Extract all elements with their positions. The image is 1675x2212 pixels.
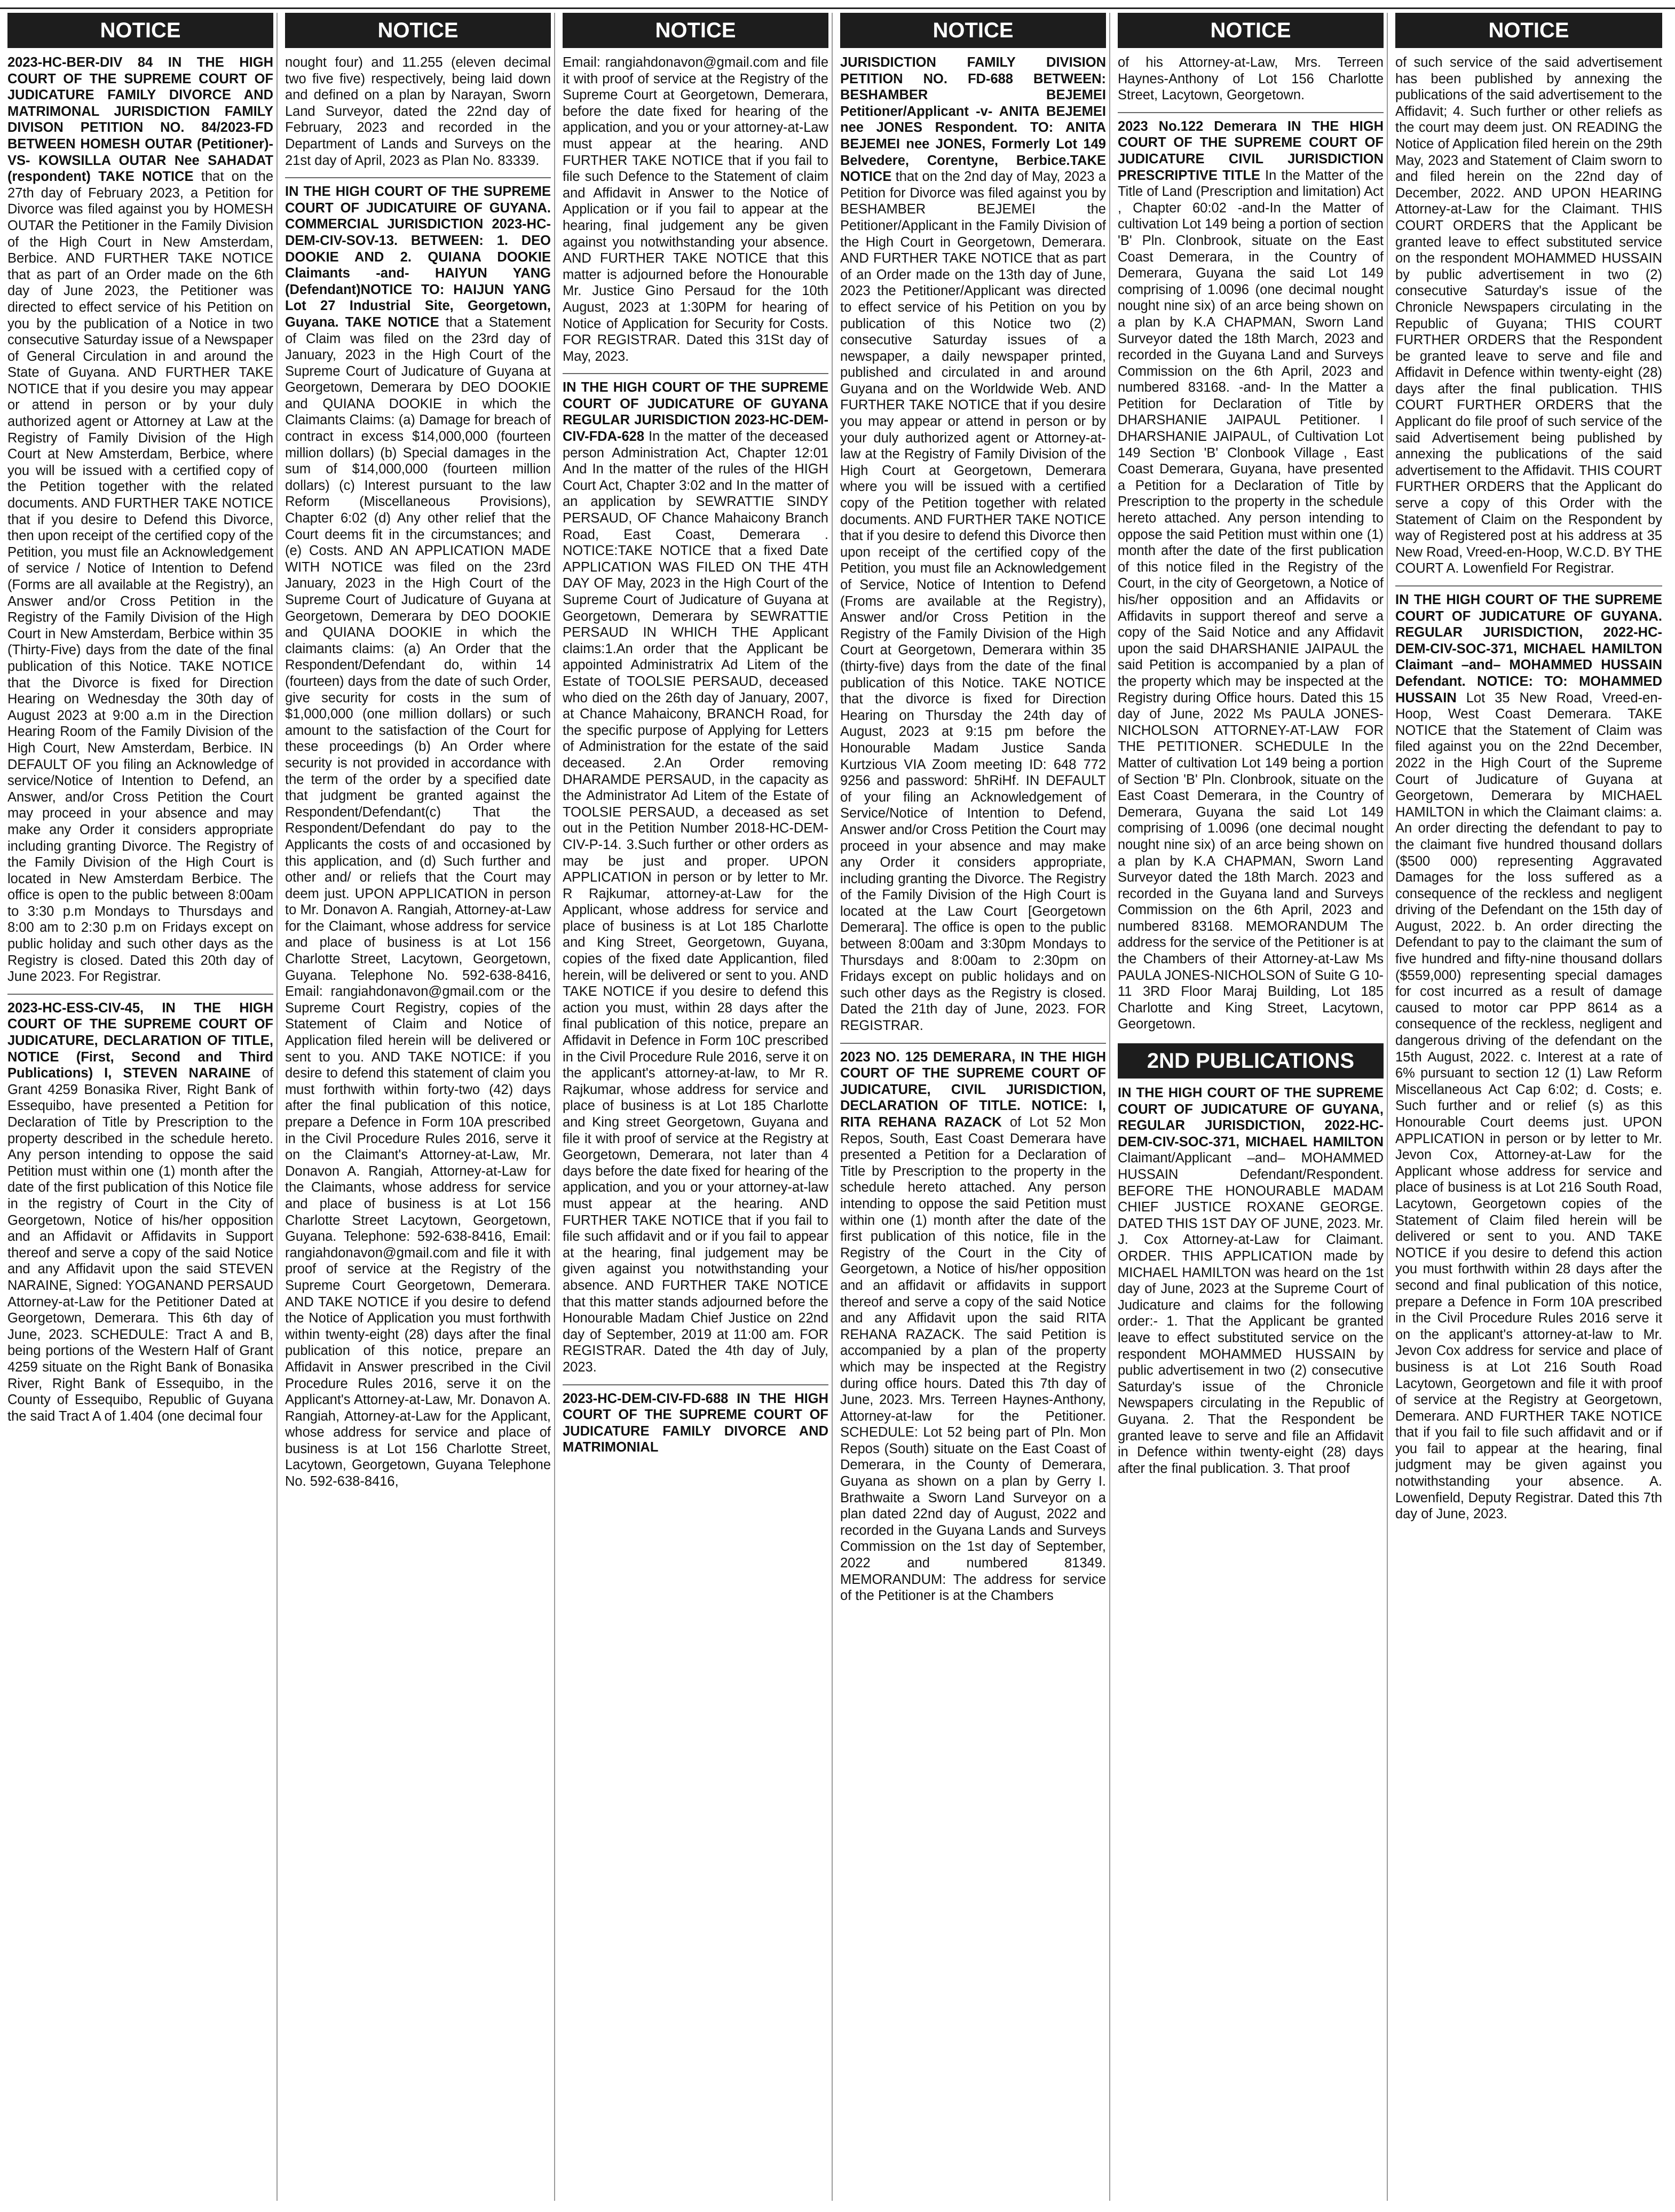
column-3: [563, 13, 833, 2201]
notice-title-naraine: [7, 1000, 273, 1424]
notice-divorce-outar: [7, 54, 273, 985]
column-header: NOTICE: [840, 13, 1106, 48]
notice-claim-hamilton: [1395, 592, 1662, 1523]
top-rule: [0, 0, 1675, 9]
divider: [563, 373, 828, 374]
notice-body: In the matter of the deceased person Administration Act, Chapter 12:01 And In the matter of the rules of the HIGH Court Act, Chapter 3:02 and In the matter of an application by SEWRATTIE SINDY PERSAUD, OF Chance Mahaicony Branch Road, East Coast, Demerara . NOTICE:TAKE NOTICE that a fixed Date APPLICATION WAS FILED ON THE 4TH DAY OF May, 2023 in the High Court of the Supreme Court of Judicature of Guyana at Georgetown, Demerara by SEWRATTIE PERSAUD IN WHICH THE Applicant claims:1.An order that the Applicant be appointed Administratrix Ad Litem of the Estate of TOOLSIE PERSAUD, deceased who died on the 26th day of January, 2007, at Chance Mahaicony, BRANCH Road, for the specific purpose of Applying for Letters of Administration for the estate of the said deceased. 2.An Order removing DHARAMDE PERSAUD, in the capacity as the Administrator Ad Litem of the Estate of TOOLSIE PERSAUD, a deceased as set out in the Petition Number 2018-HC-DEM-CIV-P-14. 3.Such further or other orders as may be just and proper. UPON APPLICATION in person or by letter to Mr. R Rajkumar, attorney-at-Law for the Applicant, whose address for service and place of business is at Lot 185 Charlotte and King Street, Georgetown, Guyana, copies of the fixed date Applicantion, filed herein, will be delivered or sent to you. AND TAKE NOTICE if you desire to defend this action you must, within 28 days after the final publication of this notice, prepare an Affidavit in Defence in Form 10C prescribed in the Civil Procedure Rule 2016, serve it on the applicant's attorney-at-law, to Mr R. Rajkumar, whose address for service and place of business is at Lot 185 Charlotte and King street Georgetown, Guyana and file it with proof of service at the Registry at Georgetown, Demerara, not later than 4 days before the date fixed for hearing of the application, and you or your attorney-at-law must appear at the hearing. AND FURTHER TAKE NOTICE that if you fail to file such affidavit and or if you fail to appear at the hearing, final judgement may be given against you notwithstanding your absence. AND FURTHER TAKE NOTICE that this matter stands adjourned before the Honourable Madam Chief Justice on 22nd day of September, 2019 at 11:00 am. FOR REGISTRAR. Dated the 4th day of July, 2023.: [563, 429, 828, 1375]
column-1: [7, 13, 278, 2201]
notice-title-jaipaul: [1118, 118, 1384, 1033]
notice-body: Claimant/Applicant –and– MOHAMMED HUSSAIN Defendant/Respondent. BEFORE THE HONOURABLE MADAM CHIEF JUSTICE ROXANE GEORGE. DATED THIS 1ST DAY OF JUNE, 2023. Mr. J. Cox Attorney-at-Law for Claimant. ORDER. THIS APPLICATION made by MICHAEL HAMILTON was heard on the 1st day of June, 2023 at the Supreme Court of Judicature and claims for the following order:- 1. That the Applicant be granted leave to effect substituted service on the respondent MOHAMMED HUSSAIN by public advertisement in two (2) consecutive Saturday's issue of the Chronicle Newspapers circulating in the Republic of Guyana. 2. That the Respondent be granted leave to serve and file an Affidavit in Defence within twenty-eight (28) days after the final publication. 3. That proof: [1118, 1151, 1384, 1476]
notice-body: Lot 35 New Road, Vreed-en-Hoop, West Coast Demerara. TAKE NOTICE that the Statement of Claim was filed against you on the 22nd December, 2022 in the High Court of the Supreme Court of Judicature of Guyana at Georgetown, Demerara by MICHAEL HAMILTON in which the Claimant claims: a. An order directing the defendant to pay to the claimant five hundred thousand dollars ($500 000) representing Aggravated Damages for the loss suffered as a consequence of the reckless and negligent driving of the Defendant on the 15th day of August, 2022. b. An order directing the Defendant to pay to the claimant the sum of five hundred and fifty-nine thousand dollars ($559,000) representing special damages for cost incurred as a result of damage caused to motor car PPP 8614 as a consequence of the reckless, negligent and dangerous driving of the defendant on the 15th August, 2022. c. Interest at a rate of 6% pursuant to section 12 (1) Law Reform Miscellaneous Act Cap 6:02; d. Costs; e. Such further and or relief (s) as this Honourable Court deems just. UPON APPLICATION in person or by letter to Mr. Jevon Cox, Attorney-at-Law for the Applicant whose address for service and place of business is at Lot 216 South Road, Lacytown, Georgetown copies of the Statement of Claim filed herein will be delivered or sent to you. AND TAKE NOTICE if you desire to defend this action you must forthwith within 28 days after the second and final publication of this notice, prepare a Defence in Form 10A prescribed in the Civil Procedure Rules 2016 serve it on the applicant's attorney-at-law to Mr. Jevon Cox address for service and place of business is at Lot 216 South Road Lacytown, Georgetown and file it with proof of service at the Registry at Georgetown, Demerara. AND FURTHER TAKE NOTICE that if you fail to file such affidavit and or if you fail to appear at the hearing, final judgment may be given against you notwithstanding your absence. A. Lowenfield, Deputy Registrar. Dated this 7th day of June, 2023.: [1395, 690, 1662, 1522]
column-6: [1395, 13, 1665, 2201]
notice-heading: 2023 No.122 Demerara IN THE HIGH COURT OF THE SUPREME COURT OF JUDICATURE CIVIL JURISDICTION PRESCRIPTIVE TITLE: [1118, 118, 1384, 183]
divider: [563, 1384, 828, 1385]
notice-continuation: [1395, 54, 1662, 577]
notice-divorce-bejemei-start: [563, 1391, 828, 1456]
column-header: NOTICE: [285, 13, 551, 48]
notice-body: of Grant 4259 Bonasika River, Right Bank of Essequibo, have presented a Petition for Declaration of Title by Prescription to the property described in the schedule hereto. Any person intending to oppose the said Petition must within one (1) month after the date of the first publication of this Notice file in the registry of Court in the City of Georgetown, Notice of his/her opposition and an Affidavit or Affidavits in Support thereof and serve a copy of the said Notice and any Affidavit upon the said STEVEN NARAINE, Signed: YOGANAND PERSAUD Attorney-at-Law for the Petitioner Dated at Georgetown, Demerara. This 6th day of June, 2023. SCHEDULE: Tract A and B, being portions of the Western Half of Grant 4259 situate on the Right Bank of Bonasika River, Right Bank of Essequibo, in the County of Essequibo, Republic of Guyana the said Tract A of 1.404 (one decimal four: [7, 1066, 273, 1424]
column-header: NOTICE: [1395, 13, 1662, 48]
notice-continuation: [285, 54, 551, 169]
column-5: [1118, 13, 1388, 2201]
divider: [840, 1043, 1106, 1044]
notice-body: that on the 2nd day of May, 2023 a Petition for Divorce was filed against you by BESHAMBER BEJEMEI the Petitioner/Applicant in the Family Division of the High Court in Georgetown, Demerara. AND FURTHER TAKE NOTICE that as part of an Order made on the 13th day of June, 2023 the Petitioner/Applicant was directed to effect service of his Petition on you by publication of this Notice two (2) consecutive Saturday issues of a newspaper, a daily newspaper printed, published and circulated in and around Guyana and on the Worldwide Web. AND FURTHER TAKE NOTICE that if you desire you may appear or attend in person or by your duly authorized agent or Attorney-at-law at the Registry of Family Division of the High Court at Georgetown, Demerara where you will be issued with a certified copy of the Petition together with related documents. AND FURTHER TAKE NOTICE that if you desire to defend this Divorce then upon receipt of the certified copy of the Petition, you must file an Acknowledgement of Service, Notice of Intention to Defend (Froms are available at the Registry), Answer and/or Cross Petition in the Registry of the Family Division of the High Court at Georgetown, Demerara within 35 (thirty-five) days from the date of the final publication of this Notice. TAKE NOTICE that the divorce is fixed for Direction Hearing on Thursday the 24th day of August, 2023 at 9:15 pm before the Honourable Madam Justice Sanda Kurtzious VIA Zoom meeting ID: 648 772 9256 and password: 5hRiHf. IN DEFAULT of your filing an Acknowledgement of Service/Notice of Intention to Defend, Answer and/or Cross Petition the Court may proceed in your absence and may make any Order it considers appropriate, including granting the Divorce. The Registry of the Family Division of the High Court is located at the Law Court [Georgetown Demerara]. The office is open to the public between 8:00am and 3:30pm Mondays to Thursdays and 8:00am to 2:30pm on Fridays except on public holidays and on such other days as the Registry is closed. Dated the 21th day of June, 2023. FOR REGISTRAR.: [840, 169, 1106, 1034]
column-header: NOTICE: [563, 13, 828, 48]
notice-divorce-bejemei: [840, 54, 1106, 1034]
section-header-2nd-publications: 2ND PUBLICATIONS: [1118, 1043, 1384, 1079]
notice-order-hamilton: [1118, 1085, 1384, 1477]
column-header: NOTICE: [7, 13, 273, 48]
newspaper-page: [7, 13, 1668, 2201]
column-2: [285, 13, 555, 2201]
notice-body: that on the 27th day of February 2023, a Petition for Divorce was filed against you by HOMESH OUTAR the Petitioner in the Family Division of the High Court in New Amsterdam, Berbice. AND FURTHER TAKE NOTICE that as part of an Order made on the 6th day of June 2023, the Petitioner was directed to effect service of his Petition on you by the publication of a Notice in two consecutive Saturday issue of a Newspaper of General Circulation in and around the State of Guyana. AND FURTHER TAKE NOTICE that if you desire you may appear or attend in person or by your duly authorized agent or Attorney at Law at the Registry of Family Division of the High Court at New Amsterdam, Berbice, where you will be issued with a certified copy of the Petition together with the related documents. AND FURTHER TAKE NOTICE that if you desire to Defend this Divorce, then upon receipt of the certified copy of the Petition, you must file an Acknowledgement of service / Notice of Intention to Defend (Forms are all available at the Registry), an Answer and/or Cross Petition in the Registry of the Family Division of the High Court in New Amsterdam, Berbice within 35 (Thirty-Five) days from the date of the final publication of this Notice. TAKE NOTICE that the Divorce is fixed for Direction Hearing on Wednesday the 30th day of August 2023 at 9:00 a.m in the Direction Hearing Room of the Family Division of the High Court, New Amsterdam, Berbice. IN DEFAULT OF you filing an Acknowledge of service/Notice of Intention to Defend, an Answer, and/or Cross Petition the Court may proceed in your absence and may make any Order it considers appropriate including granting Divorce. The Registry of the Family Division of the High Court is located in New Amsterdam Berbice. The office is open to the public between 8:00am to 3:30 p.m Mondays to Thursdays and 8:00 am to 2:30 p.m on Fridays except on public holiday and such other days as the Registry is closed. Dated this 20th day of June 2023. For Registrar.: [7, 169, 274, 985]
notice-body: Email: rangiahdonavon@gmail.com and file it with proof of service at the Registry of the Supreme Court at Georgetown, Demerara, before the date fixed for hearing of the application, and you or your attorney-at-Law must appear at the hearing. AND FURTHER TAKE NOTICE that if you fail to file such Defence to the Statement of claim and Affidavit in Answer to the Notice of Application or if you fail to appear at the hearing, final judgement any be given against you notwithstanding your absence. AND FURTHER TAKE NOTICE that this matter is adjourned before the Honourable Mr. Justice Gino Persaud for the 10th August, 2023 at 1:30PM for hearing of Notice of Application for Security for Costs. FOR REGISTRAR. Dated this 31St day of May, 2023.: [563, 55, 828, 364]
notice-commercial-dookie: [285, 184, 551, 1490]
notice-continuation: [1118, 54, 1384, 104]
notice-heading: IN THE HIGH COURT OF THE SUPREME COURT OF JUDICATURE OF GUYANA, REGULAR JURISDICTION, 2022-HC-DEM-CIV-SOC-371, MICHAEL HAMILTON: [1118, 1085, 1384, 1149]
notice-heading: 2023-HC-ESS-CIV-45, IN THE HIGH COURT OF THE SUPREME COURT OF JUDICATURE, DECLARATION OF TITLE, NOTICE (First, Second and Third Publications) I, STEVEN NARAINE: [7, 1000, 273, 1081]
notice-heading: IN THE HIGH COURT OF THE SUPREME COURT OF JUDICATUIRE OF GUYANA. COMMERCIAL JURISDICTION 2023-HC-DEM-CIV-SOV-13. BETWEEN: 1. DEO DOOKIE AND 2. QUIANA DOOKIE Claimants -and- HAIYUN YANG (Defendant)NOTICE TO: HAIJUN YANG Lot 27 Industrial Site, Georgetown, Guyana. TAKE NOTICE: [285, 184, 551, 330]
notice-heading: 2023 NO. 125 DEMERARA, IN THE HIGH COURT OF THE SUPREME COURT OF JUDICATURE, CIVIL JURISDICTION, DECLARATION OF TITLE. NOTICE: I, RITA REHANA RAZACK: [840, 1049, 1106, 1130]
notice-body: nought four) and 11.255 (eleven decimal two five five) respectively, being laid down and defined on a plan by Narayan, Sworn Land Surveyor, dated the 22nd day of February, 2023 and recorded in the Department of Lands and Surveys on the 21st day of April, 2023 as Plan No. 83339.: [285, 55, 551, 168]
notice-title-razack: [840, 1049, 1106, 1604]
divider: [285, 177, 551, 178]
column-4: [840, 13, 1110, 2201]
notice-body: of Lot 52 Mon Repos, South, East Coast Demerara have presented a Petition for a Declaration of Title by Prescription to the property in the schedule hereto attached. Any person intending to oppose the said Petition must within one (1) month after the date of the first publication of this notice, file in the Registry of the Court in the City of Georgetown, a Notice of his/her opposition and an affidavit or affidavits in support thereof and serve a copy of the said Notice and any Affidavit upon the said RITA REHANA RAZACK. The said Petition is accompanied by a plan of the property which may be inspected at the Registry during office hours. Dated this 7th day of June, 2023. Mrs. Terreen Haynes-Anthony, Attorney-at-law for the Petitioner. SCHEDULE: Lot 52 being part of Pln. Mon Repos (South) situate on the East Coast of Demerara, in the County of Demerara, Guyana as shown on a plan by Gerry I. Brathwaite a Sworn Land Surveyor on a plan dated 22nd day of August, 2022 and recorded in the Guyana Lands and Surveys Commission on the 1st day of September, 2022 and numbered 81349. MEMORANDUM: The address for service of the Petitioner is at the Chambers: [840, 1115, 1106, 1604]
notice-heading: IN THE HIGH COURT OF THE SUPREME COURT OF JUDICATURE OF GUYANA REGULAR JURISDICTION 2023-HC-DEM-CIV-FDA-628: [563, 380, 828, 445]
column-header: NOTICE: [1118, 13, 1384, 48]
divider: [7, 994, 273, 995]
notice-body: of such service of the said advertisement has been published by annexing the publications of the said advertisement to the Affidavit; 4. Such further or other reliefs as the court may deem just. ON READING the Notice of Application filed herein on the 29th May, 2023 and Statement of Claim sworn to and filed herein on the 22nd day of December, 2022. AND UPON HEARING Attorney-at-Law for the Claimant. THIS COURT ORDERS that the Applicant be granted leave to effect substituted service on the respondent MOHAMMED HUSSAIN by public advertisement in two (2) consecutive Saturday's issue of the Chronicle Newspapers circulating in the Republic of Guyana; THIS COURT FURTHER ORDERS that the Respondent be granted leave to serve and file and Affidavit in Defence within twenty-eight (28) days after the final publication. THIS COURT FURTHER ORDERS that the Applicant do file proof of such service of the said Advertisement being published by annexing the publications of the said advertisement to the Affidavit. THIS COURT FURTHER ORDERS that the Applicant do serve a copy of this Order with the Statement of Claim on the Respondent by way of Registered post at his address at 35 New Road, Vreed-en-Hoop, W.C.D. BY THE COURT A. Lowenfield For Registrar.: [1395, 55, 1662, 576]
notice-body: of his Attorney-at-Law, Mrs. Terreen Haynes-Anthony of Lot 156 Charlotte Street, Lacytown, Georgetown.: [1118, 55, 1384, 103]
notice-body: that a Statement of Claim was filed on the 23rd day of January, 2023 in the High Court of the Supreme Court of Judicature of Guyana at Georgetown, Demerara by DEO DOOKIE and QUIANA DOOKIE in which the Claimants Claims: (a) Damage for breach of contract in excess $14,000,000 (fourteen million dollars) (b) Special damages in the sum of $14,000,000 (fourteen million dollars) (c) Interest pursuant to the law Reform (Miscellaneous Provisions), Chapter 6:02 (d) Any other relief that the Court deems fit in the circumstances; and (e) Costs. AND AN APPLICATION MADE WITH NOTICE was filed on the 23rd January, 2023 in the High Court of the Supreme Court of Judicature of Guyana at Georgetown, Demerara by DEO DOOKIE and QUIANA DOOKIE in which the claimants claims: (a) An Order that the Respondent/Defendant do, within 14 (fourteen) days from the date of such Order, give security for costs in the sum of $1,000,000 (one million dollars) or such amount to the satisfaction of the Court for these proceedings (b) An Order where security is not provided in accordance with the term of the order by a specified date that judgment be granted against the Respondent/Defendant(c) That the Respondent/Defendant do pay to the Applicants the costs of and occasioned by this application, and (d) Such further and other and/ or reliefs that the Court may deem just. UPON APPLICATION in person to Mr. Donavon A. Rangiah, Attorney-at-Law for the Claimant, whose address for service and place of business is at Lot 156 Charlotte Street, Lacytown, Georgetown, Guyana. Telephone No. 592-638-8416, Email: rangiahdonavon@gmail.com or the Supreme Court Registry, copies of the Statement of Claim and Notice of Application filed herein will be delivered or sent to you. AND TAKE NOTICE: if you desire to defend this statement of claim you must forthwith within forty-two (42) days after the final publication of this notice, prepare a Defence in Form 10A prescribed in the Civil Procedure Rules 2016, serve it on the Claimant's Attorney-at-Law, Mr. Donavon A. Rangiah, Attorney-at-Law for the Claimants, whose address for service and place of business is at Lot 156 Charlotte Street Lacytown, Georgetown, Guyana. Telephone: 592-638-8416, Email: rangiahdonavon@gmail.com and file it with proof of service at the Registry of the Supreme Court Georgetown, Demerara. AND TAKE NOTICE if you desire to defend the Notice of Application you must forthwith within twenty-eight (28) days after the final publication of this notice, prepare an Affidavit in Answer prescribed in the Civil Procedure Rules 2016, serve it on the Applicant's Attorney-at-Law, Mr. Donavon A. Rangiah, Attorney-at-Law for the Applicant, whose address for service and place of business is at Lot 156 Charlotte Street, Lacytown, Georgetown, Guyana Telephone No. 592-638-8416,: [285, 314, 551, 1489]
notice-body: In the Matter of the Title of Land (Prescription and limitation) Act , Chapter 60:02 -and-In the Matter of cultivation Lot 149 being a portion of section 'B' Pln. Clonbrook, situate on the East Coast Demerara, in the Country of Demerara, Guyana the said Lot 149 comprising of 1.0096 (one decimal nought nought nine six) of an arce being shown on a plan by K.A CHAPMAN, Sworn Land Surveyor dated the 18th March, 2023 and recorded in the Guyana Land and Surveys Commission on the 6th April, 2023 and numbered 83168. -and- In the Matter a Petition for Declaration of Title by DHARSHANIE JAIPAUL Petitioner. I DHARSHANIE JAIPAUL, of Cultivation Lot 149 Section 'B' Clonbook Village , East Coast Demerara, Guyana, have presented a Petition for a Declaration of Title by Prescription to the property in the schedule hereto attached. Any person intending to oppose the said Petition must within one (1) month after the date of the first publication of this notice filed in the Registry of the Court, in the city of Georgetown, a Notice of his/her opposition and an Affidavits or Affidavits in support thereof and serve a copy of the Said Notice and any Affidavit upon the said DHARSHANIE JAIPAUL the said Petition is accompanied by a plan of the property which may be inspected at the Registry during Office hours. Dated this 15 day of June, 2022 Ms PAULA JONES-NICHOLSON ATTORNEY-AT-LAW FOR THE PETITIONER. SCHEDULE In the Matter of cultivation Lot 149 being a portion of Section 'B' Pln. Clonbrook, situate on the East Coast Demerara, in the Country of Demerara, Guyana the said Lot 149 comprising of 1.0096 (one decimal nought nought nine six) of an arce being shown on a plan by K.A CHAPMAN, Sworn Land Surveyor dated the 18th March. 2023 and recorded in the Guyana land and Surveys Commission on the 6th April, 2023 and numbered 83168. MEMORANDUM The address for the service of the Petitioner is at the Chambers of their Attorney-at-Law Ms PAULA JONES-NICHOLSON of Suite G 10-11 3RD Floor Maraj Building, Lot 185 Charlotte and King Street, Lacytown, Georgetown.: [1118, 168, 1384, 1032]
notice-heading: 2023-HC-BER-DIV 84 IN THE HIGH COURT OF THE SUPREME COURT OF JUDICATURE FAMILY DIVORCE AND MATRIMONAL JURISDICTION FAMILY DIVISON PETITION NO. 84/2023-FD BETWEEN HOMESH OUTAR (Petitioner)-VS- KOWSILLA OUTAR Nee SAHADAT (respondent) TAKE NOTICE: [7, 55, 273, 185]
notice-persaud: [563, 379, 828, 1375]
notice-continuation: [563, 54, 828, 364]
notice-heading: IN THE HIGH COURT OF THE SUPREME COURT OF JUDICATURE OF GUYANA. REGULAR JURISDICTION, 2022-HC-DEM-CIV-SOC-371, MICHAEL HAMILTON Claimant –and– MOHAMMED HUSSAIN Defendant. NOTICE: TO: MOHAMMED HUSSAIN: [1395, 592, 1662, 705]
divider: [1395, 585, 1662, 586]
divider: [1118, 112, 1384, 113]
notice-heading: 2023-HC-DEM-CIV-FD-688 IN THE HIGH COURT OF THE SUPREME COURT OF JUDICATURE FAMILY DIVORCE AND MATRIMONIAL: [563, 1391, 828, 1455]
notice-heading: JURISDICTION FAMILY DIVISION PETITION NO. FD-688 BETWEEN: BESHAMBER BEJEMEI Petitioner/Applicant -v- ANITA BEJEMEI nee JONES Respondent. TO: ANITA BEJEMEI nee JONES, Formerly Lot 149 Belvedere, Corentyne, Berbice.TAKE NOTICE: [840, 55, 1106, 185]
